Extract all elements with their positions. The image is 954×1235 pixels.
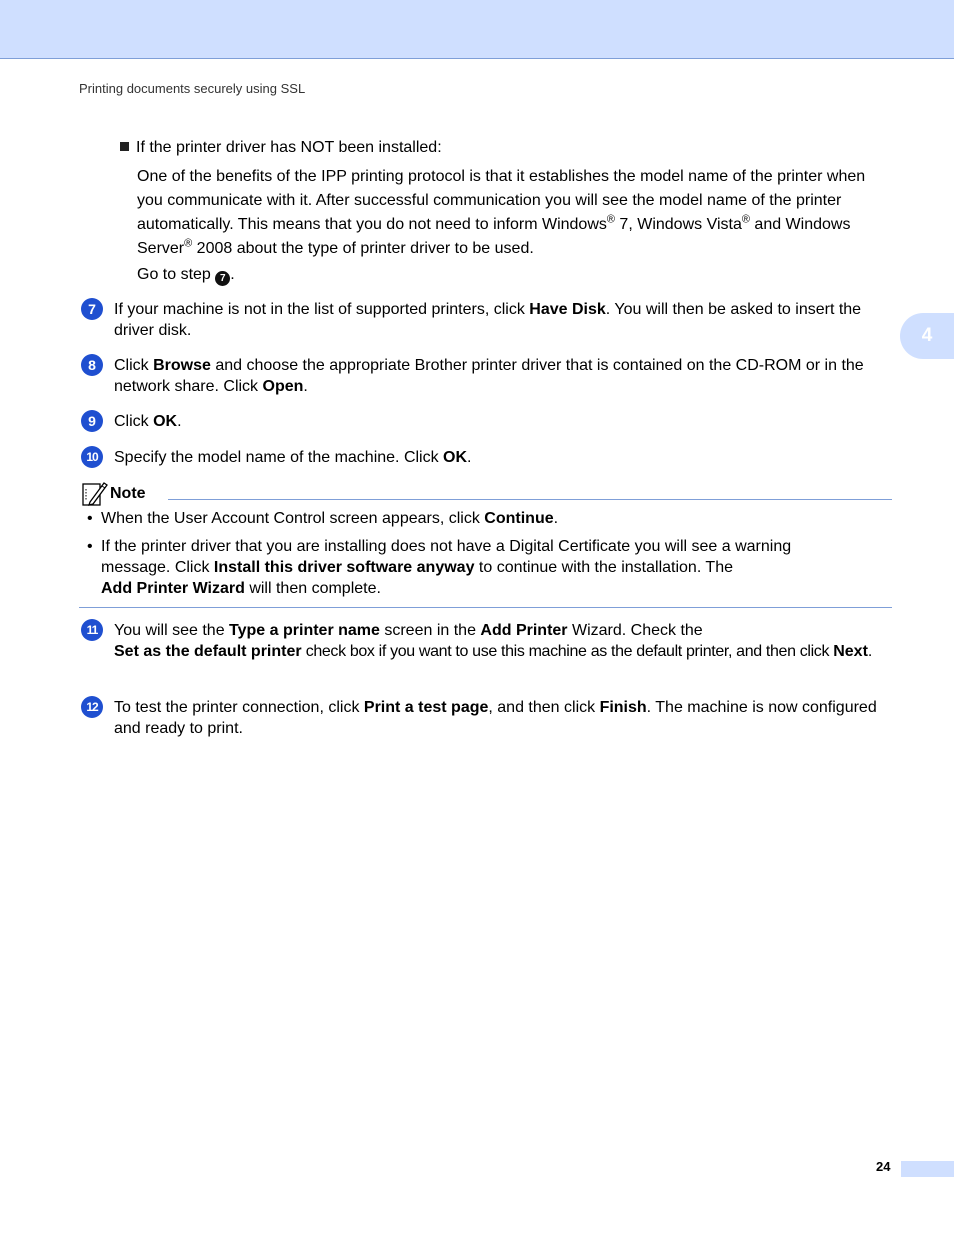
intro-bullet-label: If the printer driver has NOT been installed: xyxy=(136,139,442,156)
bold-text: Finish xyxy=(599,699,647,716)
text: check box if you want to use this machine as the default printer, and then click xyxy=(301,643,834,660)
step-badge-11: 11 xyxy=(81,619,103,641)
step-text-9 xyxy=(114,411,892,432)
text: To test the printer connection, click xyxy=(114,699,364,716)
bold-text: Browse xyxy=(153,357,211,374)
goto-label: Go to step xyxy=(137,266,211,283)
text: Click xyxy=(114,357,154,374)
text: Specify the model name of the machine. Click xyxy=(114,449,444,466)
step-text-12 xyxy=(114,697,892,739)
note-item-1-text xyxy=(101,508,877,529)
bold-text: Open xyxy=(262,378,304,395)
registered-mark: ® xyxy=(741,213,750,226)
bold-text: Continue xyxy=(484,510,554,527)
chapter-tab[interactable]: 4 xyxy=(900,313,954,359)
step-badge-7: 7 xyxy=(81,298,103,320)
intro-paragraph xyxy=(137,165,892,261)
text: . xyxy=(553,510,559,527)
footer-band xyxy=(901,1161,954,1177)
step-text-11 xyxy=(114,620,892,662)
intro-text-1: One of the benefits of the IPP printing protocol is that it establishes the model name of the printer when you communicate with it. After successful communication you will see the model name of the printer automatically. This means that you do not need to inform Windows xyxy=(137,168,866,233)
text: . xyxy=(177,413,182,430)
step-7-ref-icon[interactable]: 7 xyxy=(215,271,230,286)
step-badge-12: 12 xyxy=(81,696,103,718)
text: will then complete. xyxy=(244,580,381,597)
step-badge-9: 9 xyxy=(81,410,103,432)
running-head: Printing documents securely using SSL xyxy=(79,81,306,96)
bold-text: Add Printer xyxy=(480,622,568,639)
bold-text: OK xyxy=(443,449,468,466)
text: to continue with the installation. The xyxy=(474,559,733,576)
text: Click xyxy=(114,413,154,430)
bold-text: OK xyxy=(153,413,178,430)
goto-end: . xyxy=(230,266,235,283)
intro-text-4: 2008 about the type of printer driver to be used. xyxy=(192,240,534,257)
goto-step xyxy=(137,264,235,286)
step-badge-8: 8 xyxy=(81,354,103,376)
bold-text: Type a printer name xyxy=(229,622,380,639)
text: . xyxy=(867,643,873,660)
text: . You will then be asked to insert the driver disk. xyxy=(114,301,862,339)
bold-text: Add Printer Wizard xyxy=(101,580,245,597)
text: screen in the xyxy=(379,622,481,639)
note-title: Note xyxy=(110,485,146,502)
bold-text: Install this driver software anyway xyxy=(213,559,475,576)
text: . The machine is now configured and ready to print. xyxy=(114,699,877,737)
bold-text: Print a test page xyxy=(363,699,489,716)
intro-bullet xyxy=(120,137,442,158)
step-text-10 xyxy=(114,447,892,468)
note-pencil-icon xyxy=(80,480,108,508)
text: If the printer driver that you are installing does not have a Digital Certificate you will see a warning message. Click xyxy=(101,538,792,576)
text: When the User Account Control screen appears, click xyxy=(101,510,485,527)
step-badge-10: 10 xyxy=(81,446,103,468)
intro-text-3: and Windows Server xyxy=(137,216,851,257)
registered-mark: ® xyxy=(606,213,615,226)
text: . xyxy=(303,378,308,395)
note-bottom-rule xyxy=(79,607,892,608)
header-band xyxy=(0,0,954,59)
note-top-rule xyxy=(168,499,892,500)
step-text-7 xyxy=(114,299,892,341)
note-item-2-text xyxy=(101,536,801,599)
intro-text-2: 7, Windows Vista xyxy=(614,216,742,233)
text: and choose the appropriate Brother printer driver that is contained on the CD-ROM or in the network share. Click xyxy=(114,357,864,395)
text: If your machine is not in the list of supported printers, click xyxy=(114,301,530,318)
step-text-8 xyxy=(114,355,892,397)
text: , and then click xyxy=(488,699,600,716)
registered-mark: ® xyxy=(184,237,193,250)
bullet-dot: • xyxy=(87,510,93,527)
bold-text: Next xyxy=(833,643,868,660)
text: Wizard. Check the xyxy=(567,622,703,639)
bold-text: Have Disk xyxy=(529,301,606,318)
text: . xyxy=(467,449,472,466)
text: You will see the xyxy=(114,622,230,639)
page-number: 24 xyxy=(876,1159,891,1174)
bold-text: Set as the default printer xyxy=(114,643,302,660)
square-bullet-icon xyxy=(120,142,129,151)
bullet-dot: • xyxy=(87,538,93,555)
